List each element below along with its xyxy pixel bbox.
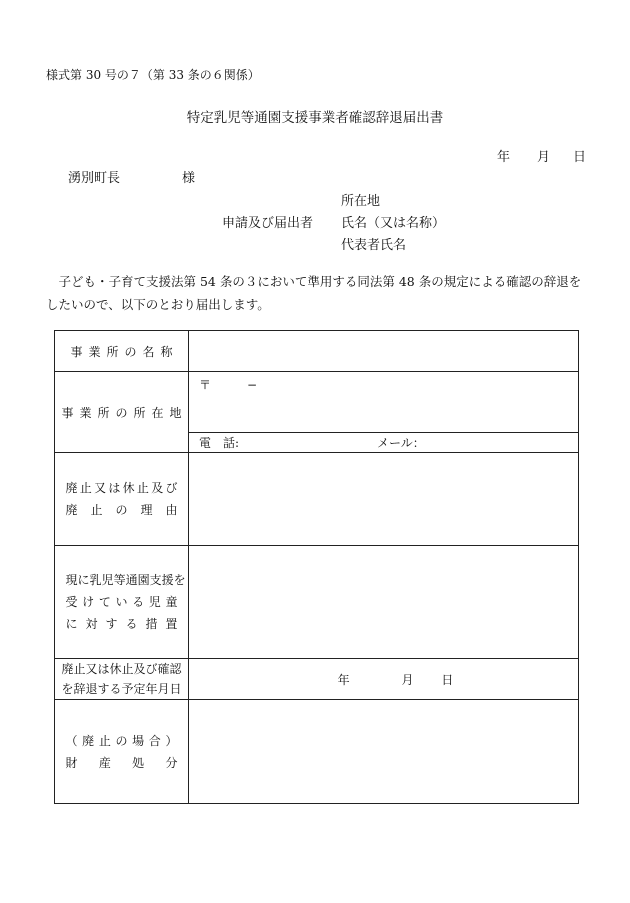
measures_label_line2-char: け	[82, 595, 95, 609]
document-title: 特定乳児等通園支援事業者確認辞退届出書	[186, 110, 444, 126]
contact-field[interactable]	[189, 433, 579, 453]
row-facility-name	[55, 331, 579, 372]
reason_label_line1-char: 及	[151, 481, 164, 495]
measures_label_line2-char: て	[98, 595, 111, 609]
measures_label_line2-char: 童	[165, 595, 178, 609]
reason-field[interactable]	[189, 453, 579, 546]
planned-date-field[interactable]	[189, 659, 579, 700]
planned-date-year: 年	[337, 672, 350, 687]
measures_label_line2-char: い	[115, 595, 128, 609]
addressee-honorific: 様	[182, 171, 196, 186]
reason_label_line1-char: 止	[136, 481, 149, 495]
measures_label_line3-char: 置	[165, 617, 178, 631]
measures_label_line1-char: 支	[149, 573, 162, 587]
disposal-field[interactable]	[189, 700, 579, 804]
reason_label_line1-char: は	[108, 481, 121, 495]
planned-date-day: 日	[441, 672, 454, 687]
date-year: 年	[496, 150, 510, 165]
disposal_label_line1-char: 場	[132, 733, 145, 748]
measures_label_line3-char: す	[105, 617, 118, 631]
reason_label_line1-char: 又	[94, 481, 107, 495]
disposal-label-line1	[66, 730, 178, 752]
row-planned-date	[55, 659, 579, 700]
measures-field[interactable]	[189, 546, 579, 659]
addressee	[68, 167, 195, 186]
measures_label_line2-char: 児	[148, 595, 161, 609]
reason_label_line1-char: 休	[122, 481, 135, 495]
row-reason	[55, 453, 579, 546]
disposal_label_line1-char: 廃	[82, 733, 95, 748]
measures_label_line1-char: に	[77, 573, 90, 587]
reason_label_line2-char: 理	[140, 503, 153, 517]
row-facility-address	[55, 372, 579, 433]
facility-name-label: 事業所の名称	[55, 331, 189, 372]
planned-date-label-line2: を辞退する予定年月日	[61, 682, 182, 696]
planned-date-label-line1: 廃止又は休止及び確認	[61, 662, 182, 676]
applicant-label: 申請及び届出者	[222, 216, 314, 231]
applicant-representative-label: 代表者氏名	[341, 238, 407, 253]
reason_label_line1-char: び	[165, 481, 178, 495]
measures_label_line3-char: 対	[85, 617, 98, 631]
mail-label: メール：	[377, 436, 425, 450]
row-disposal	[55, 700, 579, 804]
applicant-name-label: 氏名（又は名称）	[341, 216, 446, 231]
disposal-label	[55, 700, 189, 804]
body-text: 子ども・子育て支援法第 54 条の３において準用する同法第 48 条の規定による確認の辞退をしたいので、以下のとおり届出します。	[46, 274, 582, 312]
disposal_label_line2-char: 処	[132, 755, 145, 770]
disposal_label_line1-char: ）	[165, 733, 178, 748]
measures_label_line1-char: 現	[65, 573, 78, 587]
reason-label	[55, 453, 189, 546]
addressee-name: 湧別町長	[68, 171, 121, 186]
tel-label: 電 話:	[199, 436, 240, 450]
disposal-label-line2	[66, 752, 178, 774]
measures_label_line3-char: に	[65, 617, 78, 631]
disposal_label_line1-char: 止	[98, 733, 111, 748]
disposal_label_line2-char: 産	[98, 755, 111, 770]
facility-name-field[interactable]	[189, 331, 579, 372]
measures_label_line1-char: 乳	[89, 573, 102, 587]
planned-date-month: 月	[401, 672, 414, 687]
date-day: 日	[572, 150, 586, 165]
date-month: 月	[536, 150, 550, 165]
disposal_label_line2-char: 財	[65, 755, 78, 770]
reason_label_line1-char: 廃	[65, 481, 78, 495]
measures-label-line1	[65, 569, 186, 591]
row-measures	[55, 546, 579, 659]
disposal_label_line2-char: 分	[165, 755, 178, 770]
postal-code-mark: 〒 −	[199, 378, 258, 392]
measures_label_line1-char: 援	[161, 573, 174, 587]
submission-date	[497, 146, 586, 165]
measures_label_line1-char: 児	[101, 573, 114, 587]
measures_label_line1-char: 園	[137, 573, 150, 587]
disposal_label_line1-char: （	[65, 733, 78, 748]
measures-label	[55, 546, 189, 659]
planned-date-label	[55, 659, 189, 700]
form-number: 様式第 30 号の７（第 33 条の６関係）	[46, 68, 260, 82]
facility-address-label: 事業所の所在地	[55, 372, 189, 453]
reason_label_line2-char: 止	[90, 503, 103, 517]
measures_label_line1-char: 等	[113, 573, 126, 587]
measures_label_line1-char: を	[173, 573, 186, 587]
disposal_label_line1-char: の	[115, 733, 128, 748]
reason-label-line2	[66, 499, 178, 521]
form-table	[54, 330, 579, 804]
reason_label_line2-char: の	[115, 503, 128, 517]
measures_label_line1-char: 通	[125, 573, 138, 587]
reason_label_line2-char: 廃	[65, 503, 78, 517]
applicant-address-label: 所在地	[341, 194, 381, 209]
reason_label_line1-char: 止	[79, 481, 92, 495]
facility-address-field[interactable]	[189, 372, 579, 433]
disposal_label_line1-char: 合	[148, 733, 161, 748]
measures-label-line3	[66, 613, 178, 635]
measures_label_line2-char: 受	[65, 595, 78, 609]
measures_label_line3-char: 措	[145, 617, 158, 631]
reason-label-line1	[66, 477, 178, 499]
measures_label_line2-char: る	[132, 595, 145, 609]
reason_label_line2-char: 由	[165, 503, 178, 517]
measures-label-line2	[66, 591, 178, 613]
measures_label_line3-char: る	[125, 617, 138, 631]
